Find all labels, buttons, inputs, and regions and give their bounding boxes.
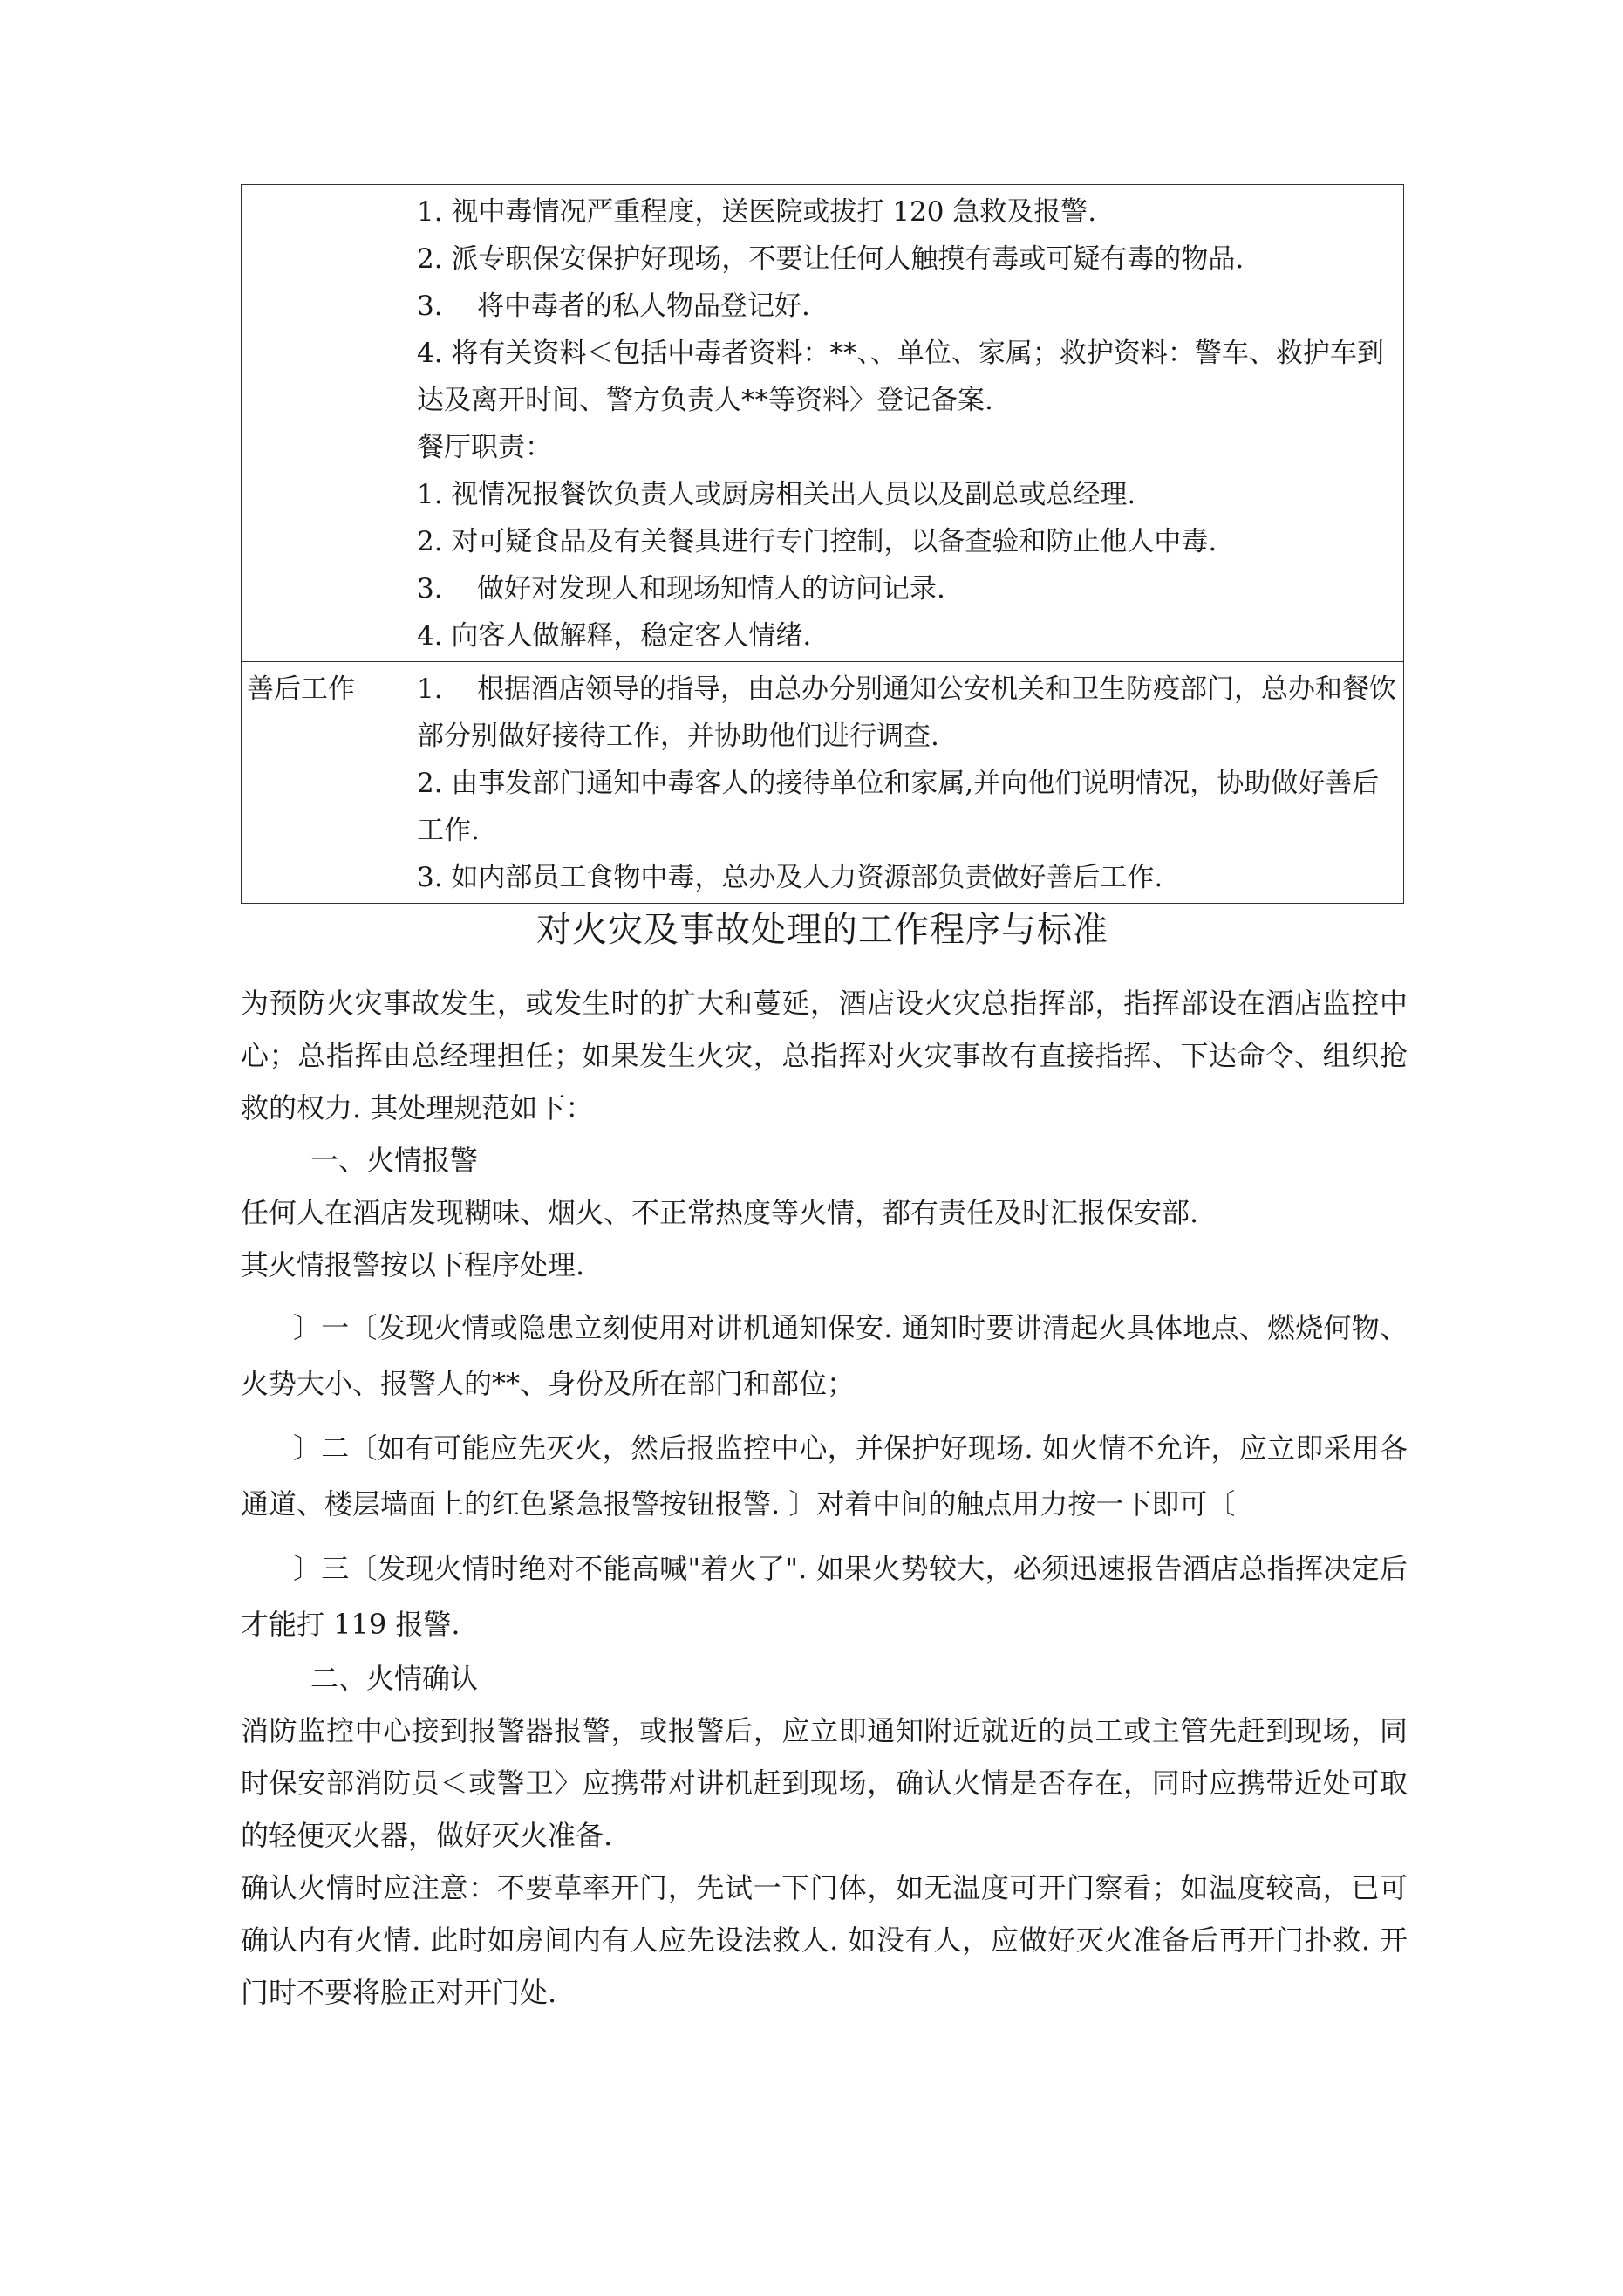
list-item: 2. 派专职保安保护好现场，不要让任何人触摸有毒或可疑有毒的物品. bbox=[417, 243, 1245, 275]
section-heading: 一、火情报警 bbox=[310, 1144, 479, 1177]
table-row bbox=[242, 185, 1404, 662]
row-label-cell bbox=[242, 185, 413, 662]
paragraph: 确认火情时应注意：不要草率开门，先试一下门体，如无温度可开门察看；如温度较高，已可确认内有火情. 此时如房间内有人应先设法救人. 如没有人，应做好灭火准备后再开门扑救. 开门时不要将脸正对开门处. bbox=[241, 1871, 1408, 2009]
row-content-cell bbox=[413, 185, 1404, 662]
list-item: 4. 将有关资料＜包括中毒者资料：**、、单位、家属；救护资料：警车、救护车到达及离开时间、警方负责人**等资料〉登记备案. bbox=[417, 338, 1384, 416]
page-title: 对火灾及事故处理的工作程序与标准 bbox=[536, 910, 1108, 950]
row-label-cell bbox=[242, 662, 413, 904]
intro-paragraph: 为预防火灾事故发生，或发生时的扩大和蔓延，酒店设火灾总指挥部，指挥部设在酒店监控中心；总指挥由总经理担任；如果发生火灾，总指挥对火灾事故有直接指挥、下达命令、组织抢救的权力. 其处理规范如下： bbox=[241, 987, 1408, 1124]
list-item: 〕三〔发现火情时绝对不能高喊"着火了". 如果火势较大，必须迅速报告酒店总指挥决定后才能打 119 报警. bbox=[241, 1552, 1408, 1641]
list-item: 〕二〔如有可能应先灭火，然后报监控中心，并保护好现场. 如火情不允许，应立即采用各通道、楼层墙面上的红色紧急报警按钮报警. 〕对着中间的触点用力按一下即可〔 bbox=[241, 1432, 1408, 1520]
list-item: 1. 视情况报餐饮负责人或厨房相关出人员以及副总或总经理. bbox=[417, 479, 1136, 510]
list-item: 2. 由事发部门通知中毒客人的接待单位和家属,并向他们说明情况，协助做好善后工作. bbox=[417, 768, 1380, 846]
list-item: 3. 做好对发现人和现场知情人的访问记录. bbox=[417, 573, 945, 605]
subsection-heading: 餐厅职责： bbox=[417, 432, 552, 463]
paragraph: 任何人在酒店发现糊味、烟火、不正常热度等火情，都有责任及时汇报保安部. bbox=[241, 1196, 1199, 1229]
procedure-table bbox=[241, 184, 1404, 904]
paragraph: 其火情报警按以下程序处理. bbox=[241, 1248, 585, 1281]
list-item: 3. 如内部员工食物中毒，总办及人力资源部负责做好善后工作. bbox=[417, 862, 1163, 893]
row-label: 善后工作 bbox=[247, 673, 355, 705]
list-item: 3. 将中毒者的私人物品登记好. bbox=[417, 290, 810, 322]
list-item: 1. 根据酒店领导的指导，由总办分别通知公安机关和卫生防疫部门，总办和餐饮部分别做好接待工作，并协助他们进行调查. bbox=[417, 673, 1396, 752]
section-heading: 二、火情确认 bbox=[310, 1662, 479, 1695]
paragraph: 消防监控中心接到报警器报警，或报警后，应立即通知附近就近的员工或主管先赶到现场，同时保安部消防员＜或警卫〉应携带对讲机赶到现场，确认火情是否存在，同时应携带近处可取的轻便灭火器，做好灭火准备. bbox=[241, 1714, 1408, 1852]
table-row bbox=[242, 662, 1404, 904]
document-body bbox=[241, 977, 1408, 2019]
list-item: 〕一〔发现火情或隐患立刻使用对讲机通知保安. 通知时要讲清起火具体地点、燃烧何物、火势大小、报警人的**、身份及所在部门和部位； bbox=[241, 1311, 1408, 1400]
list-item: 1. 视中毒情况严重程度，送医院或拔打 120 急救及报警. bbox=[417, 196, 1097, 228]
row-content-cell bbox=[413, 662, 1404, 904]
list-item: 2. 对可疑食品及有关餐具进行专门控制，以备查验和防止他人中毒. bbox=[417, 526, 1217, 557]
list-item: 4. 向客人做解释，稳定客人情绪. bbox=[417, 620, 812, 652]
